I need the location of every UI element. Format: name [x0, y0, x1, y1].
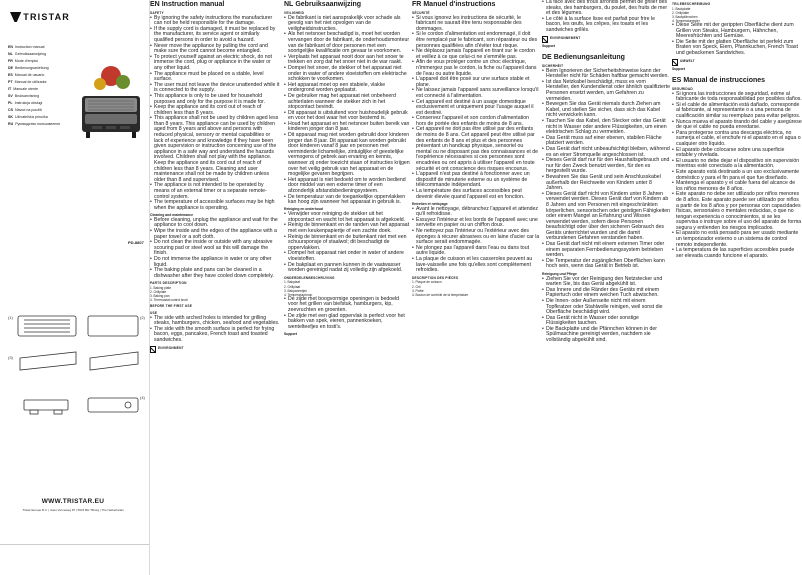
list-item: • Ne nettoyez pas l'intérieur ou l'extérieur avec des éponges à récurer abrasives ou en laine d'acier car la surface serait endommagée.: [412, 229, 540, 246]
usage-list: [150, 316, 280, 344]
list-item: • Cet appareil ne doit pas être utilisé par des enfants de moins de 8 ans. Cet appareil peut être utilisé par des enfants de 8 ans et plus et des personnes présentant un handicap physique, sensoriel ou mental ou ne disposant pas des connaissances et de l'expérience nécessaires si ces personnes sont encadrées ou ont appris à utiliser l'appareil en toute sécurité et ont conscience des risques encourus.: [412, 127, 540, 172]
subheading: SEGURIDAD: [672, 87, 693, 92]
list-item: • Das Gerät darf nicht unbeaufsichtigt bleiben, während es an einer Stromquelle angeschlossen ist.: [542, 147, 670, 158]
list-item: • Houd het apparaat en het netsnoer buiten bereik van kinderen jonger dan 8 jaar.: [284, 122, 410, 133]
section-fr: [412, 0, 540, 575]
cover-panel: [0, 0, 150, 575]
list-item: • Dompel het apparaat niet onder in water of andere vloeistoffen.: [284, 251, 410, 262]
list-item: • This appliance is only to be used for household purposes and only for the purpose it is made for.: [150, 94, 280, 105]
subheading: Entretien et nettoyage: [412, 201, 448, 206]
list-item: • If the supply cord is damaged, it must be replaced by the manufacturer, its service agent or similarly qualified persons in order to avoid a hazard.: [150, 27, 280, 44]
usage-list: [672, 23, 802, 57]
safety-list: [672, 92, 802, 260]
list-item: • The appliance must be placed on a stable, level surface.: [150, 72, 280, 83]
list-item: • By ignoring the safety instructions the manufacturer can not be held responsible for the damage.: [150, 16, 280, 27]
model-number: PD-8807: [128, 240, 144, 245]
list-item: • Este aparato está destinado a un uso exclusivamente doméstico y para el fin para el que fue diseñado.: [672, 170, 802, 181]
list-item: • Verplaats het apparaat nooit door aan het snoer te trekken en zorg dat het snoer niet in de war raakt.: [284, 55, 410, 66]
list-item: • The baking plate and pans can be cleaned in a dishwasher after they have cooled down completely.: [150, 268, 280, 279]
product-image: [78, 46, 144, 176]
list-item: • Nunca mueva el aparato tirando del cable y asegúrese de que el cable no pueda enredarse.: [672, 120, 802, 131]
parts-item: 1. Backplatte: [672, 6, 691, 11]
parts-item: 2. Grillplatte: [672, 10, 690, 15]
parts-item: 1. Plaque de cuisson: [412, 280, 442, 285]
list-item: • Beim Ignorieren der Sicherheitshinweise kann der Hersteller nicht für Schäden haftbar gemacht werden.: [542, 69, 670, 80]
list-item: • Het apparaat moet op een stabiele, vlakke ondergrond worden geplaatst.: [284, 83, 410, 94]
parts-item: 1. Bakplaat: [284, 280, 300, 285]
subheading: ONDERDELENBESCHRIJVING: [284, 275, 335, 280]
subheading: Cleaning and maintenance: [150, 212, 193, 217]
list-item: • Dit apparaat mag niet worden gebruikt door kinderen jonger dan 8 jaar. Dit apparaat kan worden gebruikt door kinderen vanaf 8 jaar en personen met verminderde lichamelijke, zintuiglijke of geestelijke vermogens of gebrek aan ervaring en kennis, wanneer zij onder toezicht staan of instructies krijgen over het veilig gebruik van het apparaat en de mogelijke gevaren begrijpen.: [284, 133, 410, 178]
company-address: Tristar Europe B.V. | Jules Verneweg 87 | 5015 BH Tilburg | The Netherlands: [22, 508, 124, 512]
list-item: • Das Gerät nicht in Wasser oder sonstige Flüssigkeiten tauchen.: [542, 316, 670, 327]
section-de-es: [672, 0, 802, 575]
list-item: • Si el cable de alimentación está dañado, corresponde al fabricante, al representante o a una persona de cualificación similar su reemplazo para evitar peligros.: [672, 103, 802, 120]
toc-item: CS Návod na použití: [8, 108, 42, 112]
list-item: • Never move the appliance by pulling the cord and make sure the cord cannot become entangled.: [150, 44, 280, 55]
divider: [0, 544, 150, 545]
list-item: • Bewahren Sie das Gerät und sein Anschlusskabel außerhalb der Reichweite von Kindern unter 8 Jahren.: [542, 175, 670, 192]
brand-logo: [10, 12, 70, 22]
brand-name: TRISTAR: [23, 12, 70, 22]
list-item: • Do not clean the inside or outside with any abrasive scouring pad or steel wool as this will damage the finish.: [150, 240, 280, 257]
list-item: • The side with arched holes is intended for grilling steaks, hamburgers, chicken, seafood and vegetables.: [150, 316, 280, 327]
recycle-bin-icon: [672, 59, 678, 66]
list-item: • La température des surfaces accessibles peut devenir élevée quand l'appareil est en fonction.: [412, 189, 540, 200]
list-item: • This appliance shall not be used by children aged less than 8 years. This appliance can be used by children aged from 8 years and above and persons with reduced physical, sensory or mental capabilities or lack of experience and knowledge if they have been given supervision or instruction concerning use of the appliance in a safe way and understand the hazards involved. Children shall not play with the appliance. Keep the appliance and its cord out of reach of children less than 8 years. Cleaning and user maintenance shall not be made by children unless older than 8 and supervised.: [150, 116, 280, 183]
toc-item: IT Manuale utente: [8, 87, 38, 91]
list-item: • Das Gerät darf nicht mit einem externen Timer oder einem separaten Fernbedienungssystem betrieben werden.: [542, 242, 670, 259]
toc-item: FR Mode d'emploi: [8, 59, 39, 63]
subheading: Support: [672, 67, 685, 72]
safety-list: [150, 16, 280, 212]
recycle-bin-icon: [150, 346, 156, 353]
list-item: • Wipe the inside and the edges of the appliance with a paper towel or a soft cloth.: [150, 229, 280, 240]
subheading: Support: [284, 331, 297, 336]
list-item: • Dieses Gerät darf nur für den Haushaltsgebrauch und nur für den Zweck benutzt werden, für den es hergestellt wurde.: [542, 158, 670, 175]
list-item: • The appliance is not intended to be operated by means of an external timer or a separate remote-control system.: [150, 183, 280, 200]
list-item: • Als het netsnoer beschadigd is, moet het worden vervangen door de fabrikant, de onderhoudsmonteur van de fabrikant of door personen met een soortgelijke kwalificatie om gevaar te voorkomen.: [284, 32, 410, 54]
care-list: [150, 218, 280, 280]
list-item: • Dit apparaat is uitsluitend voor huishoudelijk gebruik en voor het doel waar het voor bestemd is.: [284, 111, 410, 122]
list-item: • Mantenga el aparato y el cable fuera del alcance de los niños menores de 8 años.: [672, 181, 802, 192]
toc-item: NL Gebruiksaanwijzing: [8, 52, 46, 56]
safety-list: [412, 16, 540, 201]
care-list: [412, 207, 540, 274]
section-title: DE Bedienungsanleitung: [542, 54, 625, 62]
toc-item: PT Manual de utilizador: [8, 80, 47, 84]
list-item: • To protect yourself against an electric shock, do not immerse the cord, plug or appliance in the water or any other liquid.: [150, 55, 280, 72]
subheading: BEFORE THE FIRST USE: [150, 304, 193, 309]
parts-item: 4. Bouton de contrôle de la température: [412, 292, 469, 297]
list-item: • Ne plongez pas l'appareil dans l'eau ou dans tout autre liquide.: [412, 246, 540, 257]
toc-item: PL Instrukcja obsługi: [8, 101, 43, 105]
list-item: • The side with the smooth surface is perfect for frying bacon, eggs, pancakes, French toast and toasted sandwiches.: [150, 327, 280, 344]
subheading: USE: [150, 310, 158, 315]
subheading: SÉCURITÉ: [412, 11, 430, 15]
assembly-figures: [10, 270, 146, 470]
list-item: • Keep the appliance and its cord out of reach of children less than 8 years.: [150, 105, 280, 116]
parts-item: 3. Bakpannetjes: [284, 288, 307, 293]
subheading: Reiniging en onderhoud: [284, 207, 323, 212]
list-item: • L'appareil n'est pas destiné à fonctionner avec un dispositif de minuterie externe ou un système de télécommande indépendant.: [412, 172, 540, 189]
list-item: • De zijde met boogvormige openingen is bedoeld voor het grillen van biefstuk, hamburgers, kip, zeevruchten en groenten.: [284, 297, 410, 314]
list-item: • De zijde met een glad oppervlak is perfect voor het bakken van spek, eieren, pannenkoeken, wentelteefjes en tosti's.: [284, 314, 410, 331]
list-item: • Die Seite mit der glatten Oberfläche ist perfekt zum Braten von Speck, Eiern, Pfannkuchen, French Toast und gebackenen Sandwiches.: [672, 40, 802, 57]
figure-label: (4): [140, 395, 145, 400]
language-index: [8, 44, 74, 128]
toc-item: ES Manual de usuario: [8, 73, 45, 77]
list-item: • Ne déplacez jamais l'appareil en tirant sur le cordon et veillez à ce que celui-ci ne s'emmêle pas.: [412, 49, 540, 60]
subheading: SICHERHEIT: [542, 64, 564, 69]
list-item: • La face avec des trous arrondis permet de griller des steaks, des hamburgers, du poulet, des fruits de mer et des légumes.: [542, 0, 670, 17]
list-item: • Si vous ignorez les instructions de sécurité, le fabricant ne saurait être tenu responsable des dommages.: [412, 16, 540, 33]
subheading: PARTS DESCRIPTION: [150, 281, 187, 286]
list-item: • Le côté à la surface lisse est parfait pour frire le bacon, les œufs, les crêpes, les toasts et les sandwiches grillés.: [542, 17, 670, 34]
figure-label: (1): [8, 315, 13, 320]
parts-item: 4. Thermostat control knob: [150, 298, 188, 303]
list-item: • The temperature of accessible surfaces may be high when the appliance is operating.: [150, 200, 280, 211]
section-en: [150, 0, 280, 575]
list-item: • El aparato debe colocarse sobre una superficie estable y nivelada.: [672, 148, 802, 159]
list-item: • De temperatuur van de toegankelijke oppervlakken kan hoog zijn wanneer het apparaat in gebruik is.: [284, 195, 410, 206]
usage-list: [542, 0, 670, 34]
list-item: • Si ignora las instrucciones de seguridad, exime al fabricante de toda responsabilidad por posibles daños.: [672, 92, 802, 103]
list-item: • Dieses Gerät darf nicht von Kindern unter 8 Jahren verwendet werden. Dieses Gerät darf von Kindern ab 8 Jahren und von Personen mit eingeschränkten körperlichen, sensorischen oder geistigen Fähigkeiten oder einem Mangel an Erfahrung und Wissen verwendet werden, sofern diese Personen beaufsichtigt oder über den sicheren Gebrauch des Geräts unterrichtet wurden und die damit verbundenen Gefahren verstanden haben.: [542, 192, 670, 242]
list-item: • Avant le nettoyage, débranchez l'appareil et attendez qu'il refroidisse.: [412, 207, 540, 218]
list-item: • Das Gerät muss auf einer ebenen, stabilen Fläche platziert werden.: [542, 136, 670, 147]
list-item: • Essuyez l'intérieur et les bords de l'appareil avec une serviette en papier ou un chiffon doux.: [412, 218, 540, 229]
list-item: • Ist das Netzkabel beschädigt, muss es vom Hersteller, den Kundendienst oder ähnlich qualifizierte Personen ersetzt werden, um Gefahren zu vermeiden.: [542, 80, 670, 102]
list-item: • Die Temperatur der zugänglichen Oberflächen kann hoch sein, wenn das Gerät in Betrieb ist.: [542, 259, 670, 270]
subheading: DESCRIPTION DES PIÈCES: [412, 275, 459, 280]
section-title: EN Instruction manual: [150, 1, 225, 8]
subheading: UMWELT: [672, 59, 802, 66]
safety-list: [542, 69, 670, 270]
list-item: • Das Innere und die Ränder des Geräts mit einem Papiertuch oder einem weichen Tuch abwischen.: [542, 288, 670, 299]
recycle-bin-icon: [542, 36, 548, 43]
toc-item: EN Instruction manual: [8, 45, 45, 49]
section-nl: [284, 0, 410, 575]
list-item: • Verwijder voor reiniging de stekker uit het stopcontact en wacht tot het apparaat is afgekoeld.: [284, 212, 410, 223]
subheading: TEILEBESCHREIBUNG: [672, 2, 711, 6]
subheading: VEILIGHEID: [284, 11, 305, 15]
list-item: • Bewegen Sie das Gerät niemals durch Ziehen am Kabel, und stellen Sie sicher, dass sich das Kabel nicht verwickeln kann.: [542, 102, 670, 119]
list-item: • Este aparato no debe ser utilizado por niños menores de 8 años. Este aparato puede ser utilizado por niños a partir de los 8 años y por personas con capacidades físicas, sensoriales o mentales reducidas, o que no tengan experiencia o conocimientos, si se les supervisa o instruye sobre el uso del aparato de forma segura y entienden los riesgos implicados.: [672, 192, 802, 231]
list-item: • De bakplaat en pannen kunnen in de vaatwasser worden gereinigd nadat zij volledig zijn afgekoeld.: [284, 263, 410, 274]
list-item: • Reinig de binnenkant en de buitenkant niet met een schuursponsje of staalwol; dit beschadigt de oppervlakken.: [284, 235, 410, 252]
list-item: • Diese Seite mit der gerippten Oberfläche dient zum Grillen von Steaks, Hamburgern, Hähnchen, Meeresfrüchten und Gemüse.: [672, 23, 802, 40]
safety-list: [284, 16, 410, 206]
toc-item: SK Užívateľská príručka: [8, 115, 48, 119]
parts-item: 1. Baking plate: [150, 286, 172, 290]
list-item: • La temperatura de las superficies accesibles puede ser elevada cuando funcione el aparato.: [672, 248, 802, 259]
parts-item: 3. Poêle: [412, 288, 424, 293]
list-item: • The user must not leave the device unattended while it is connected to the supply.: [150, 83, 280, 94]
list-item: • Afin de vous protéger contre un choc électrique, n'immergez pas le cordon, la fiche ou l'appareil dans de l'eau ou autre liquide.: [412, 60, 540, 77]
list-item: • Conservez l'appareil et son cordon d'alimentation hors de portée des enfants de moins de 8 ans.: [412, 116, 540, 127]
toc-item: RU Руководство пользователя: [8, 122, 60, 126]
parts-item: 2. Grillplaat: [284, 284, 301, 289]
list-item: • De fabrikant is niet aansprakelijk voor schade als gevolg van het niet opvolgen van de veiligheidsinstructies.: [284, 16, 410, 33]
website-link[interactable]: WWW.TRISTAR.EU: [41, 498, 105, 505]
section-title: ES Manual de instrucciones: [672, 77, 766, 85]
usage-list: [284, 297, 410, 331]
list-item: • Para protegerse contra una descarga eléctrica, no sumerja el cable, el enchufe ni el aparato en el agua o cualquier otro líquido.: [672, 131, 802, 148]
subheading: SAFETY: [150, 11, 164, 15]
list-item: • De gebruiker mag het apparaat niet onbeheerd achterlaten wanneer de stekker zich in het stopcontact bevindt.: [284, 94, 410, 111]
list-item: • Die Backplatte und die Pfännchen können in der Spülmaschine gereinigt werden, nachdem sie vollständig abgekühlt sind.: [542, 327, 670, 344]
list-item: • Reinig de binnenkant en de randen van het apparaat met een keukenpapiertje of een zachte doek.: [284, 223, 410, 234]
list-item: • Before cleaning, unplug the appliance and wait for the appliance to cool down.: [150, 218, 280, 229]
list-item: • Tauchen Sie das Kabel, den Stecker oder das Gerät nicht in Wasser oder andere Flüssigkeiten, um einen elektrischen Schlag zu vermeiden.: [542, 119, 670, 136]
list-item: • Ne laissez jamais l'appareil sans surveillance lorsqu'il est connecté à l'alimentation.: [412, 88, 540, 99]
list-item: • El usuario no debe dejar el dispositivo sin supervisión mientras esté conectado a la alimentación.: [672, 159, 802, 170]
toc-item: SV Bruksanvisning: [8, 94, 40, 98]
list-item: • Dompel het snoer, de stekker of het apparaat niet onder in water of andere vloeistoffen om elektrische schokken te voorkomen.: [284, 66, 410, 83]
list-item: • El aparato no está pensado para ser usado mediante un temporizador externo o un sistema de control remoto independiente.: [672, 231, 802, 248]
list-item: • Cet appareil est destiné à un usage domestique exclusivement et uniquement pour l'usage auquel il est destiné.: [412, 100, 540, 117]
list-item: • Ziehen Sie vor der Reinigung den Netzstecker und warten Sie, bis das Gerät abgekühlt ist.: [542, 277, 670, 288]
subheading: ENVIRONNEMENT: [542, 36, 670, 43]
parts-item: 3. Backpfännchen: [672, 14, 698, 19]
section-fr-de: [542, 0, 670, 575]
toc-item: DE Bedienungsanleitung: [8, 66, 49, 70]
care-list: [542, 277, 670, 344]
list-item: • L'appareil doit être posé sur une surface stable et plane.: [412, 77, 540, 88]
figure-label: (3): [8, 355, 13, 360]
care-list: [284, 212, 410, 274]
brand-logo-icon: [10, 12, 21, 22]
parts-item: 4. Temperaturregler: [672, 18, 700, 23]
list-item: • Het apparaat is niet bedoeld om te worden bediend door middel van een externe timer of een afzonderlijk afstandsbedieningsysteem.: [284, 178, 410, 195]
parts-item: 2. Grillplate: [150, 290, 167, 295]
section-title: FR Manuel d'instructions: [412, 1, 496, 8]
section-title: NL Gebruiksaanwijzing: [284, 1, 362, 8]
subheading: Support: [542, 44, 555, 49]
list-item: • La plaque de cuisson et les casseroles peuvent au lave-vaisselle une fois qu'elles sont complètement refroidies.: [412, 257, 540, 274]
list-item: • Do not immerse the appliance in water or any other liquid.: [150, 257, 280, 268]
subheading: ENVIRONMENT: [150, 346, 280, 353]
parts-item: 3. Baking pan: [150, 294, 170, 299]
list-item: • Die Innen- oder Außenseite nicht mit einem Topfkratzer oder Stahlwolle reinigen, weil sonst die Oberfläche beschädigt wird.: [542, 299, 670, 316]
parts-item: 4. Temperatuurknop: [284, 292, 313, 297]
figure-label: (2): [140, 315, 145, 320]
list-item: • Si le cordon d'alimentation est endommagé, il doit être remplacé par le fabricant, son réparateur ou des personnes qualifiées afin d'éviter tout risque.: [412, 32, 540, 49]
subheading: Reinigung und Pflege: [542, 271, 577, 276]
parts-item: 2. Gril: [412, 284, 421, 289]
